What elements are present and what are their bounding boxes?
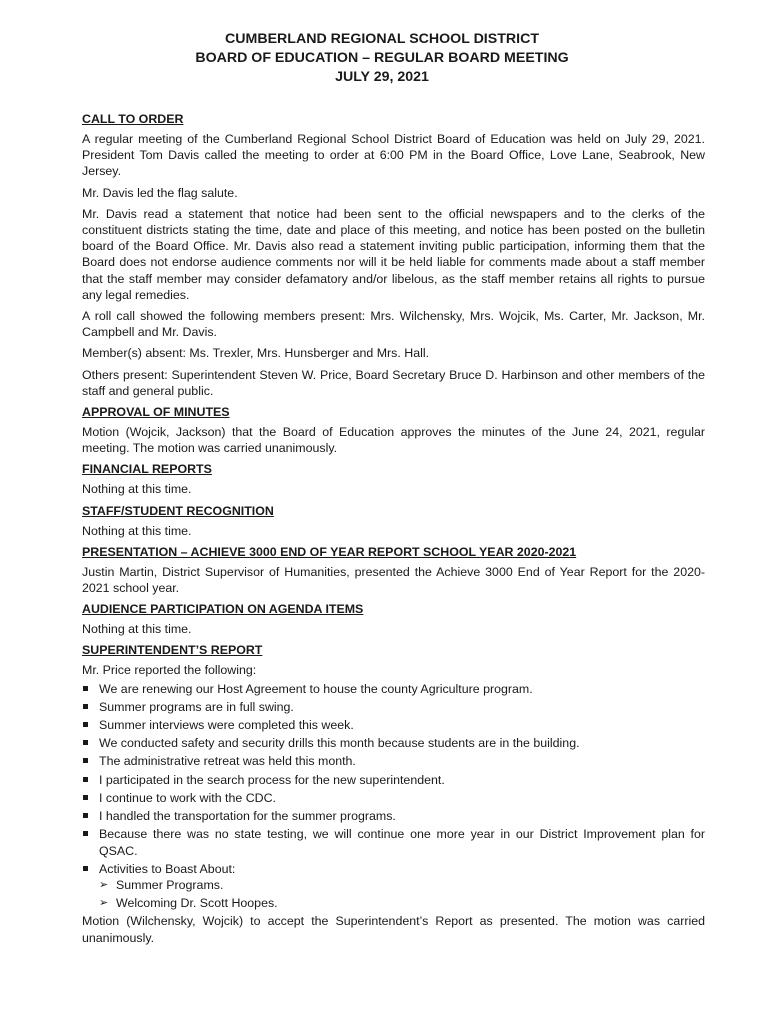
list-item: Activities to Boast About: ➢ Summer Programs. ➢ Welcoming Dr. Scott Hoopes. [82,861,705,912]
section-financial-reports [82,461,705,497]
list-item: The administrative retreat was held this month. [82,753,705,769]
staff-student-recognition-heading: STAFF/STUDENT RECOGNITION [82,503,274,518]
list-item: I participated in the search process for the new superintendent. [82,772,705,788]
call-to-order-paragraph-3: Mr. Davis read a statement that notice had been sent to the official newspapers and to the clerks of the constituent districts stating the time, date and place of this meeting, and notice has been posted on the bulletin board of the Board Office. Mr. Davis also read a statement inviting public participation, informing them that the Board does not endorse audience comments nor will it be held liable for comments made about a staff member that the staff member may consider defamatory and/or libelous, as the staff member retains all rights to pursue any legal remedies. [82,206,705,302]
list-item: Summer interviews were completed this week. [82,717,705,733]
superintendent-report-list [82,681,705,912]
square-bullet-icon [83,813,88,818]
sub-list-item: ➢ Welcoming Dr. Scott Hoopes. [99,896,278,911]
presentation-text: Justin Martin, District Supervisor of Humanities, presented the Achieve 3000 End of Year Report for the 2020-2021 school year. [82,564,705,596]
section-presentation [82,544,705,596]
document-body [82,111,705,951]
superintendent-report-intro: Mr. Price reported the following: [82,663,257,678]
call-to-order-heading: CALL TO ORDER [82,112,184,126]
square-bullet-icon [83,686,88,691]
section-approval-of-minutes [82,404,705,456]
absent-members-paragraph: Member(s) absent: Ms. Trexler, Mrs. Hunsberger and Mrs. Hall. [82,346,430,361]
square-bullet-icon [83,722,88,727]
presentation-heading: PRESENTATION – ACHIEVE 3000 END OF YEAR REPORT SCHOOL YEAR 2020-2021 [82,544,577,559]
square-bullet-icon [83,777,88,782]
arrow-bullet-icon: ➢ [99,897,109,910]
call-to-order-paragraph-1: A regular meeting of the Cumberland Regional School District Board of Education was held on July 29, 2021. President Tom Davis called the meeting to order at 6:00 PM in the Board Office, Love Lane, Seabrook, New Jersey. [82,132,705,179]
square-bullet-icon [83,831,88,836]
audience-participation-text: Nothing at this time. [82,622,192,637]
roll-call-paragraph: A roll call showed the following members present: Mrs. Wilchensky, Mrs. Wojcik, Ms. Carter, Mr. Jackson, Mr. Campbell and Mr. Davis. [82,309,705,340]
boast-sub-list [99,877,705,911]
audience-participation-heading: AUDIENCE PARTICIPATION ON AGENDA ITEMS [82,602,364,617]
list-item: We conducted safety and security drills this month because students are in the building. [82,735,705,751]
square-bullet-icon [83,795,88,800]
superintendent-report-motion: Motion (Wilchensky, Wojcik) to accept the Superintendent’s Report as presented. The motion was carried unanimously. [82,914,705,945]
section-staff-student-recognition [82,503,705,539]
list-item: I handled the transportation for the summer programs. [82,808,705,824]
meeting-title: BOARD OF EDUCATION – REGULAR BOARD MEETING [195,50,569,66]
call-to-order-paragraph-2: Mr. Davis led the flag salute. [82,185,238,200]
approval-of-minutes-text: Motion (Wojcik, Jackson) that the Board of Education approves the minutes of the June 24, 2021, regular meeting. The motion was carried unanimously. [82,425,705,456]
others-present-paragraph: Others present: Superintendent Steven W. Price, Board Secretary Bruce D. Harbinson and other members of the staff and general public. [82,367,705,398]
list-item: Because there was no state testing, we will continue one more year in our District Improvement plan for QSAC. [82,826,705,858]
list-item: We are renewing our Host Agreement to house the county Agriculture program. [82,681,705,697]
square-bullet-icon [83,740,88,745]
list-item: I continue to work with the CDC. [82,790,705,806]
section-audience-participation [82,601,705,637]
document-header [172,30,592,87]
square-bullet-icon [83,758,88,763]
staff-student-recognition-text: Nothing at this time. [82,523,192,538]
section-superintendent-report [82,642,705,945]
meeting-date: JULY 29, 2021 [335,69,429,85]
approval-of-minutes-heading: APPROVAL OF MINUTES [82,405,230,420]
financial-reports-text: Nothing at this time. [82,482,192,497]
sub-list-item: ➢ Summer Programs. [99,877,224,892]
arrow-bullet-icon: ➢ [99,878,109,891]
superintendent-report-heading: SUPERINTENDENT’S REPORT [82,643,263,658]
section-call-to-order [82,111,705,399]
district-name: CUMBERLAND REGIONAL SCHOOL DISTRICT [225,31,539,47]
square-bullet-icon [83,704,88,709]
square-bullet-icon [83,866,88,871]
list-item: Summer programs are in full swing. [82,699,705,715]
financial-reports-heading: FINANCIAL REPORTS [82,462,212,477]
